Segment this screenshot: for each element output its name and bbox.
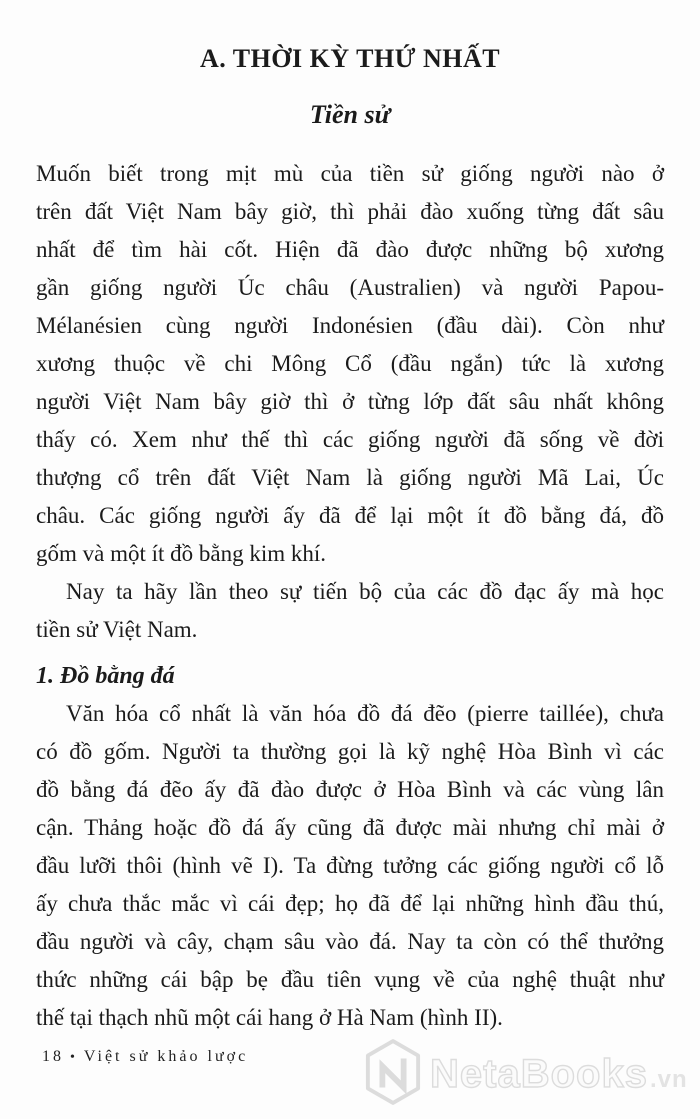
- text-line: đồ bằng đá đẽo ấy đã đào được ở Hòa Bình và các vùng lân: [36, 777, 664, 802]
- netabooks-watermark: [364, 1036, 688, 1112]
- book-title: Việt sử khảo lược: [83, 1048, 249, 1065]
- paragraph: [36, 155, 664, 573]
- text-line: châu. Các giống người ấy đã để lại một ít đồ bằng đá, đồ: [36, 503, 664, 528]
- text-line: cận. Thảng hoặc đồ đá ấy cũng đã được mài nhưng chỉ mài ở: [36, 815, 664, 840]
- chapter-subtitle: Tiền sử: [309, 100, 391, 129]
- text-line: Muốn biết trong mịt mù của tiền sử giống người nào ở: [36, 161, 664, 186]
- text-line: xương thuộc về chi Mông Cổ (đầu ngắn) tức là xương: [36, 351, 664, 376]
- text-line: người Việt Nam bây giờ thì ở từng lớp đất sâu nhất không: [36, 389, 664, 414]
- paragraph-group-section-1: [36, 695, 664, 1037]
- netabooks-hexagon-n-logo-icon: [364, 1038, 422, 1111]
- text-line: ấy chưa thắc mắc vì cái đẹp; họ đã để lại những hình đầu thú,: [36, 891, 664, 916]
- text-line: đầu lưỡi thôi (hình vẽ I). Ta đừng tưởng các giống người cổ lỗ: [36, 853, 664, 878]
- page-footer: [42, 1048, 248, 1066]
- text-line: gốm và một ít đồ bằng kim khí.: [36, 541, 327, 566]
- text-line: có đồ gốm. Người ta thường gọi là kỹ nghệ Hòa Bình vì các: [36, 739, 664, 764]
- paragraph-group-intro: [36, 155, 664, 649]
- text-line: Văn hóa cổ nhất là văn hóa đồ đá đẽo (pierre taillée), chưa: [66, 701, 664, 726]
- body-text: [36, 155, 664, 1037]
- text-line: thượng cổ trên đất Việt Nam là giống người Mã Lai, Úc: [36, 465, 664, 490]
- text-line: thế tại thạch nhũ một cái hang ở Hà Nam (hình II).: [36, 1005, 503, 1030]
- text-line: Mélanésien cùng người Indonésien (đầu dài). Còn như: [36, 313, 664, 338]
- text-line: gần giống người Úc châu (Australien) và người Papou-: [36, 275, 664, 300]
- paragraph: [36, 573, 664, 649]
- watermark-domain-suffix: .vn: [649, 1065, 688, 1093]
- section-heading: 1. Đồ bằng đá: [36, 663, 175, 689]
- footer-separator-dot: •: [70, 1050, 78, 1065]
- paragraph: [36, 695, 664, 1037]
- text-line: tiền sử Việt Nam.: [36, 617, 198, 642]
- chapter-title: A. THỜI KỲ THỨ NHẤT: [199, 44, 501, 73]
- watermark-brand-text: [430, 1052, 688, 1097]
- text-line: đầu người và cây, chạm sâu vào đá. Nay ta còn có thể thưởng: [36, 929, 664, 954]
- text-line: thấy có. Xem như thế thì các giống người đã sống về đời: [36, 427, 664, 452]
- watermark-brand-name: NetaBooks: [430, 1051, 648, 1096]
- text-line: Nay ta hãy lần theo sự tiến bộ của các đồ đạc ấy mà học: [66, 579, 664, 604]
- text-line: thức những cái bập bẹ đầu tiên vụng về của nghệ thuật như: [36, 967, 664, 992]
- text-line: trên đất Việt Nam bây giờ, thì phải đào xuống từng đất sâu: [36, 199, 664, 224]
- page-number: 18: [42, 1048, 64, 1065]
- text-line: nhất để tìm hài cốt. Hiện đã đào được những bộ xương: [36, 237, 664, 262]
